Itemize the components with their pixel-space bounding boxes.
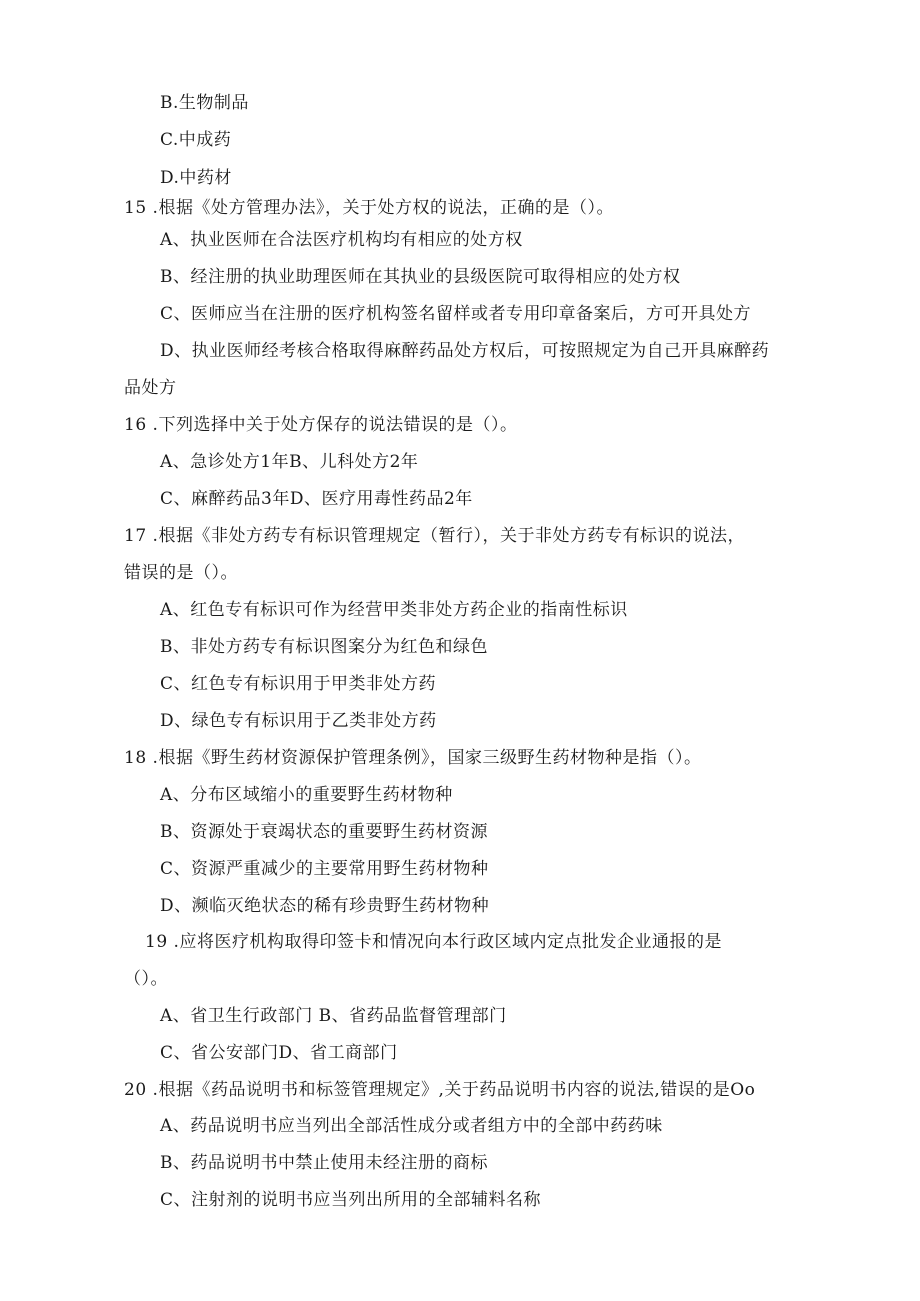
option-17-d: D、绿色专有标识用于乙类非处方药	[160, 711, 437, 731]
option-16-ab: A、急诊处方1年B、儿科处方2年	[160, 452, 419, 472]
question-18: 18 .根据《野生药材资源保护管理条例》，国家三级野生药材物种是指（）。	[124, 748, 702, 768]
option-17-a: A、红色专有标识可作为经营甲类非处方药企业的指南性标识	[160, 600, 628, 620]
option-20-a: A、药品说明书应当列出全部活性成分或者组方中的全部中药药味	[160, 1116, 663, 1136]
option-17-b: B、非处方药专有标识图案分为红色和绿色	[160, 637, 488, 657]
option-15-d-continued: 品处方	[124, 378, 177, 398]
option-17-c: C、红色专有标识用于甲类非处方药	[160, 674, 437, 694]
option-20-b: B、药品说明书中禁止使用未经注册的商标	[160, 1153, 488, 1173]
question-15: 15 .根据《处方管理办法》，关于处方权的说法，正确的是（）。	[124, 198, 614, 218]
question-16: 16 .下列选择中关于处方保存的说法错误的是（）。	[124, 415, 518, 435]
question-20: 20 .根据《药品说明书和标签管理规定》,关于药品说明书内容的说法,错误的是Oo	[124, 1080, 756, 1100]
option-15-b: B、经注册的执业助理医师在其执业的县级医院可取得相应的处方权	[160, 267, 681, 287]
option-15-d: D、执业医师经考核合格取得麻醉药品处方权后，可按照规定为自己开具麻醉药	[160, 341, 770, 361]
option-19-ab: A、省卫生行政部门 B、省药品监督管理部门	[160, 1006, 507, 1026]
option-20-c: C、注射剂的说明书应当列出所用的全部辅料名称	[160, 1190, 542, 1210]
option-19-cd: C、省公安部门D、省工商部门	[160, 1043, 398, 1063]
option-14-b: B.生物制品	[160, 93, 249, 113]
option-15-c: C、医师应当在注册的医疗机构签名留样或者专用印章备案后，方可开具处方	[160, 304, 752, 324]
option-18-d: D、濒临灭绝状态的稀有珍贵野生药材物种	[160, 896, 490, 916]
question-17: 17 .根据《非处方药专有标识管理规定（暂行），关于非处方药专有标识的说法，	[124, 526, 745, 546]
option-14-c: C.中成药	[160, 130, 232, 150]
question-17-continued: 错误的是（）。	[124, 563, 238, 583]
option-14-d: D.中药材	[160, 168, 232, 188]
option-18-c: C、资源严重减少的主要常用野生药材物种	[160, 859, 489, 879]
question-19-continued: （）。	[124, 969, 168, 989]
option-16-cd: C、麻醉药品3年D、医疗用毒性药品2年	[160, 489, 473, 509]
option-18-a: A、分布区域缩小的重要野生药材物种	[160, 785, 453, 805]
option-18-b: B、资源处于衰竭状态的重要野生药材资源	[160, 822, 488, 842]
question-19: 19 .应将医疗机构取得印签卡和情况向本行政区域内定点批发企业通报的是	[145, 932, 722, 952]
option-15-a: A、执业医师在合法医疗机构均有相应的处方权	[160, 230, 523, 250]
